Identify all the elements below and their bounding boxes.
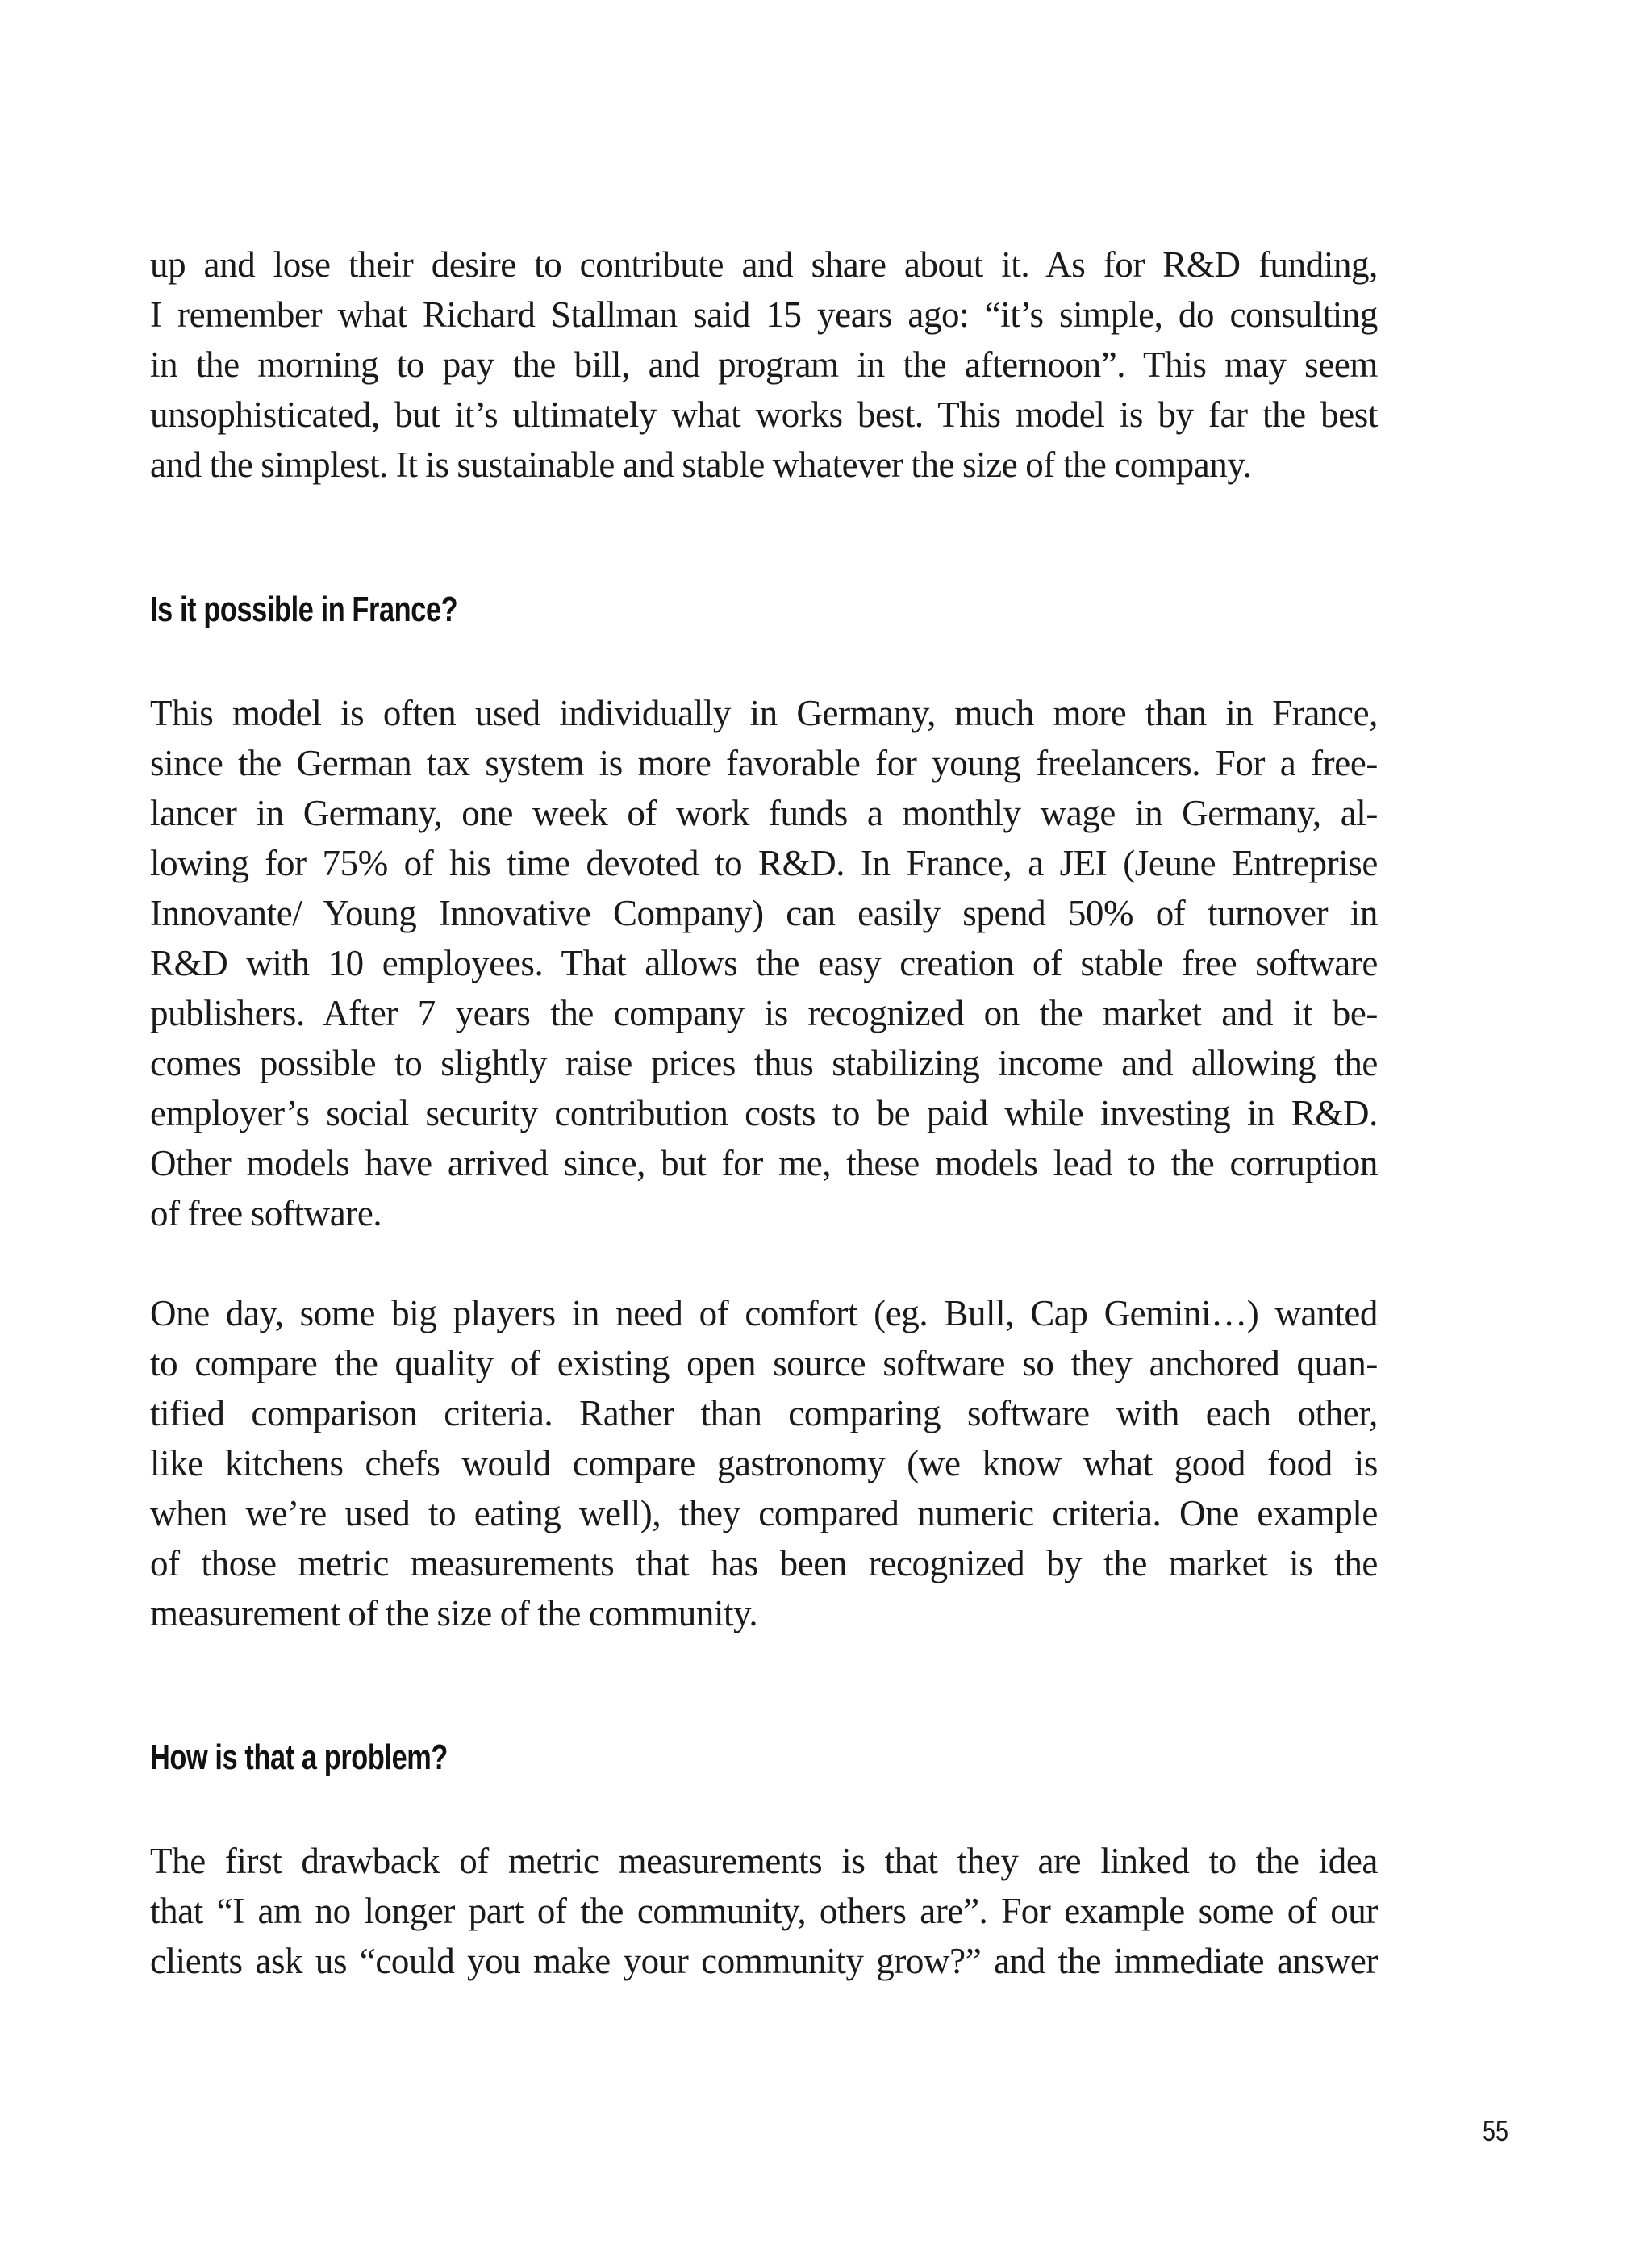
paragraph-big-players — [150, 1288, 1378, 1638]
text-line: since the German tax system is more favorable for young freelancers. For a free- — [150, 743, 1378, 783]
text-line: This model is often used individually in Germany, much more than in France, — [150, 693, 1378, 733]
text-line: comes possible to slightly raise prices thus stabilizing income and allowing the — [150, 1043, 1378, 1083]
text-line: in the morning to pay the bill, and program in the afternoon”. This may seem — [150, 344, 1378, 385]
text-line: clients ask us “could you make your community grow?” and the immediate answer — [150, 1941, 1378, 1981]
paragraph-rd-funding — [150, 240, 1378, 490]
text-line: and the simplest. It is sustainable and stable whatever the size of the company. — [150, 444, 1252, 485]
text-line: of free software. — [150, 1193, 382, 1233]
text-line: unsophisticated, but it’s ultimately what works best. This model is by far the best — [150, 394, 1378, 435]
text-line: employer’s social security contribution costs to be paid while investing in R&D. — [150, 1093, 1378, 1133]
section-heading-problem: How is that a problem? — [150, 1738, 448, 1777]
page-number: 55 — [1483, 2114, 1509, 2147]
text-line: lancer in Germany, one week of work funds a monthly wage in Germany, al- — [150, 793, 1378, 833]
text-line: Other models have arrived since, but for me, these models lead to the corruption — [150, 1143, 1378, 1183]
text-line: I remember what Richard Stallman said 15 years ago: “it’s simple, do consulting — [150, 294, 1378, 335]
text-line: up and lose their desire to contribute and share about it. As for R&D funding, — [150, 244, 1378, 285]
text-line: measurement of the size of the community. — [150, 1593, 758, 1633]
text-line: publishers. After 7 years the company is recognized on the market and it be- — [150, 993, 1378, 1033]
section-heading-france: Is it possible in France? — [150, 590, 458, 629]
text-line: of those metric measurements that has been recognized by the market is the — [150, 1543, 1378, 1583]
text-line: The first drawback of metric measurements is that they are linked to the idea — [150, 1841, 1378, 1881]
text-line: Innovante/ Young Innovative Company) can easily spend 50% of turnover in — [150, 893, 1378, 933]
text-line: like kitchens chefs would compare gastronomy (we know what good food is — [150, 1443, 1378, 1483]
text-line: lowing for 75% of his time devoted to R&D. In France, a JEI (Jeune Entreprise — [150, 843, 1378, 883]
text-line: R&D with 10 employees. That allows the easy creation of stable free software — [150, 943, 1378, 983]
text-line: when we’re used to eating well), they compared numeric criteria. One example — [150, 1493, 1378, 1533]
text-line: One day, some big players in need of comfort (eg. Bull, Cap Gemini…) wanted — [150, 1293, 1378, 1333]
paragraph-germany-france — [150, 688, 1378, 1238]
text-line: to compare the quality of existing open source software so they anchored quan- — [150, 1343, 1378, 1383]
paragraph-metric-drawback — [150, 1836, 1378, 1986]
text-line: tified comparison criteria. Rather than comparing software with each other, — [150, 1393, 1378, 1433]
text-line: that “I am no longer part of the community, others are”. For example some of our — [150, 1891, 1378, 1931]
